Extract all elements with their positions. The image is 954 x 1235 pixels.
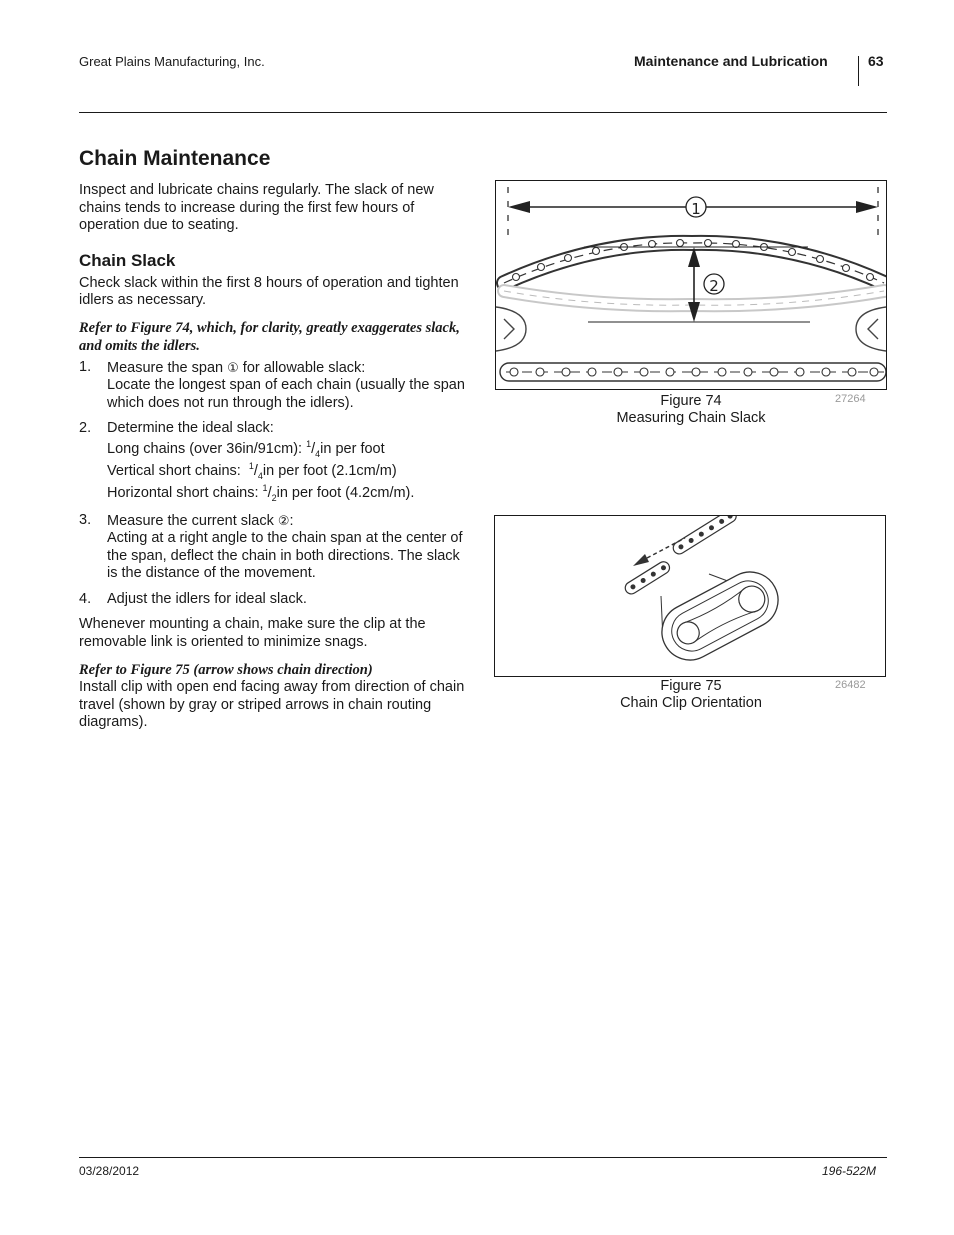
- figure-75-reference: Refer to Figure 75 (arrow shows chain direction): [79, 662, 373, 678]
- chain-segment-back: [671, 516, 738, 556]
- figure-74-caption: Measuring Chain Slack: [616, 410, 766, 426]
- header-section: Maintenance and Lubrication: [634, 53, 828, 69]
- list-item: [79, 359, 474, 413]
- figure-74-label: Figure 74: [660, 393, 722, 409]
- chain-slack-diagram: [496, 181, 886, 389]
- step-detail: Acting at a right angle to the chain span at the center of the span, deflect the chain in both directions. The slack is the distance of the movement.: [107, 530, 463, 581]
- step-lead-tail: for allowable slack:: [238, 359, 366, 376]
- figure-74-caption-block: [591, 393, 791, 427]
- figure-75-label: Figure 75: [660, 678, 722, 694]
- vertical-chain-slack: Vertical short chains: $^1/_4in$ per foot (2.1cm/m): [107, 460, 397, 481]
- footer-rule: [79, 1157, 887, 1158]
- step-lead-tail: :: [289, 512, 294, 529]
- chain-segment-front: [623, 560, 672, 597]
- slack-intro: Check slack within the first 8 hours of operation and tighten idlers as necessary.: [79, 274, 459, 308]
- long-chain-slack: Long chains (over 36in/91cm): $^1/_4in$ per foot: [107, 438, 385, 459]
- list-item: [79, 420, 474, 504]
- header-separator: [858, 56, 859, 86]
- step-number: 1.: [79, 358, 92, 375]
- step-number: 4.: [79, 590, 92, 607]
- figure-74-reference: Refer to Figure 74, which, for clarity, greatly exaggerates slack, and omits the idlers.: [79, 319, 460, 354]
- figure-75-caption: Chain Clip Orientation: [620, 695, 762, 711]
- callout-1-symbol: ①: [227, 359, 239, 375]
- install-paragraph: Install clip with open end facing away from direction of chain travel (shown by gray or striped arrows in chain routing diagrams).: [79, 679, 465, 730]
- step-lead: Adjust the idlers for ideal slack.: [107, 590, 307, 607]
- page-title: Chain Maintenance: [79, 147, 271, 170]
- text-column: [79, 146, 474, 732]
- figure-75-caption-block: [591, 678, 791, 712]
- header-company: Great Plains Manufacturing, Inc.: [79, 54, 265, 69]
- intro-paragraph: Inspect and lubricate chains regularly. The slack of new chains tends to increase during the first few hours of operation due to seating.: [79, 182, 434, 233]
- header-rule: [79, 112, 887, 113]
- list-item: [79, 591, 474, 609]
- horizontal-chain-slack: Horizontal short chains: $^1/_2in$ per foot (4.2cm/m).: [107, 482, 415, 503]
- figure-75-number: 26482: [835, 679, 866, 691]
- step-number: 3.: [79, 511, 92, 528]
- footer-doc-number: 196-522M: [822, 1164, 877, 1178]
- figure-75-image: [494, 515, 886, 677]
- section-heading-chain-slack: Chain Slack: [79, 250, 176, 270]
- step-lead: Determine the ideal slack:: [107, 420, 274, 436]
- svg-text:1: 1: [691, 200, 701, 218]
- list-item: [79, 512, 474, 583]
- mounting-paragraph: Whenever mounting a chain, make sure the clip at the removable link is oriented to minimize snags.: [79, 616, 426, 650]
- steps-list: [79, 359, 474, 609]
- chain-clip-diagram: [495, 516, 885, 676]
- svg-text:2: 2: [709, 277, 719, 295]
- page-number: 63: [868, 53, 884, 69]
- figure-74-image: [495, 180, 887, 390]
- step-lead: Measure the span: [107, 359, 228, 376]
- figure-74-number: 27264: [835, 393, 866, 405]
- callout-2-symbol: ②: [277, 512, 290, 528]
- step-detail: Locate the longest span of each chain (usually the span which does not run through the idlers).: [107, 377, 465, 411]
- step-number: 2.: [79, 420, 92, 436]
- footer-date: 03/28/2012: [79, 1164, 140, 1178]
- step-lead: Measure the current slack: [107, 512, 278, 529]
